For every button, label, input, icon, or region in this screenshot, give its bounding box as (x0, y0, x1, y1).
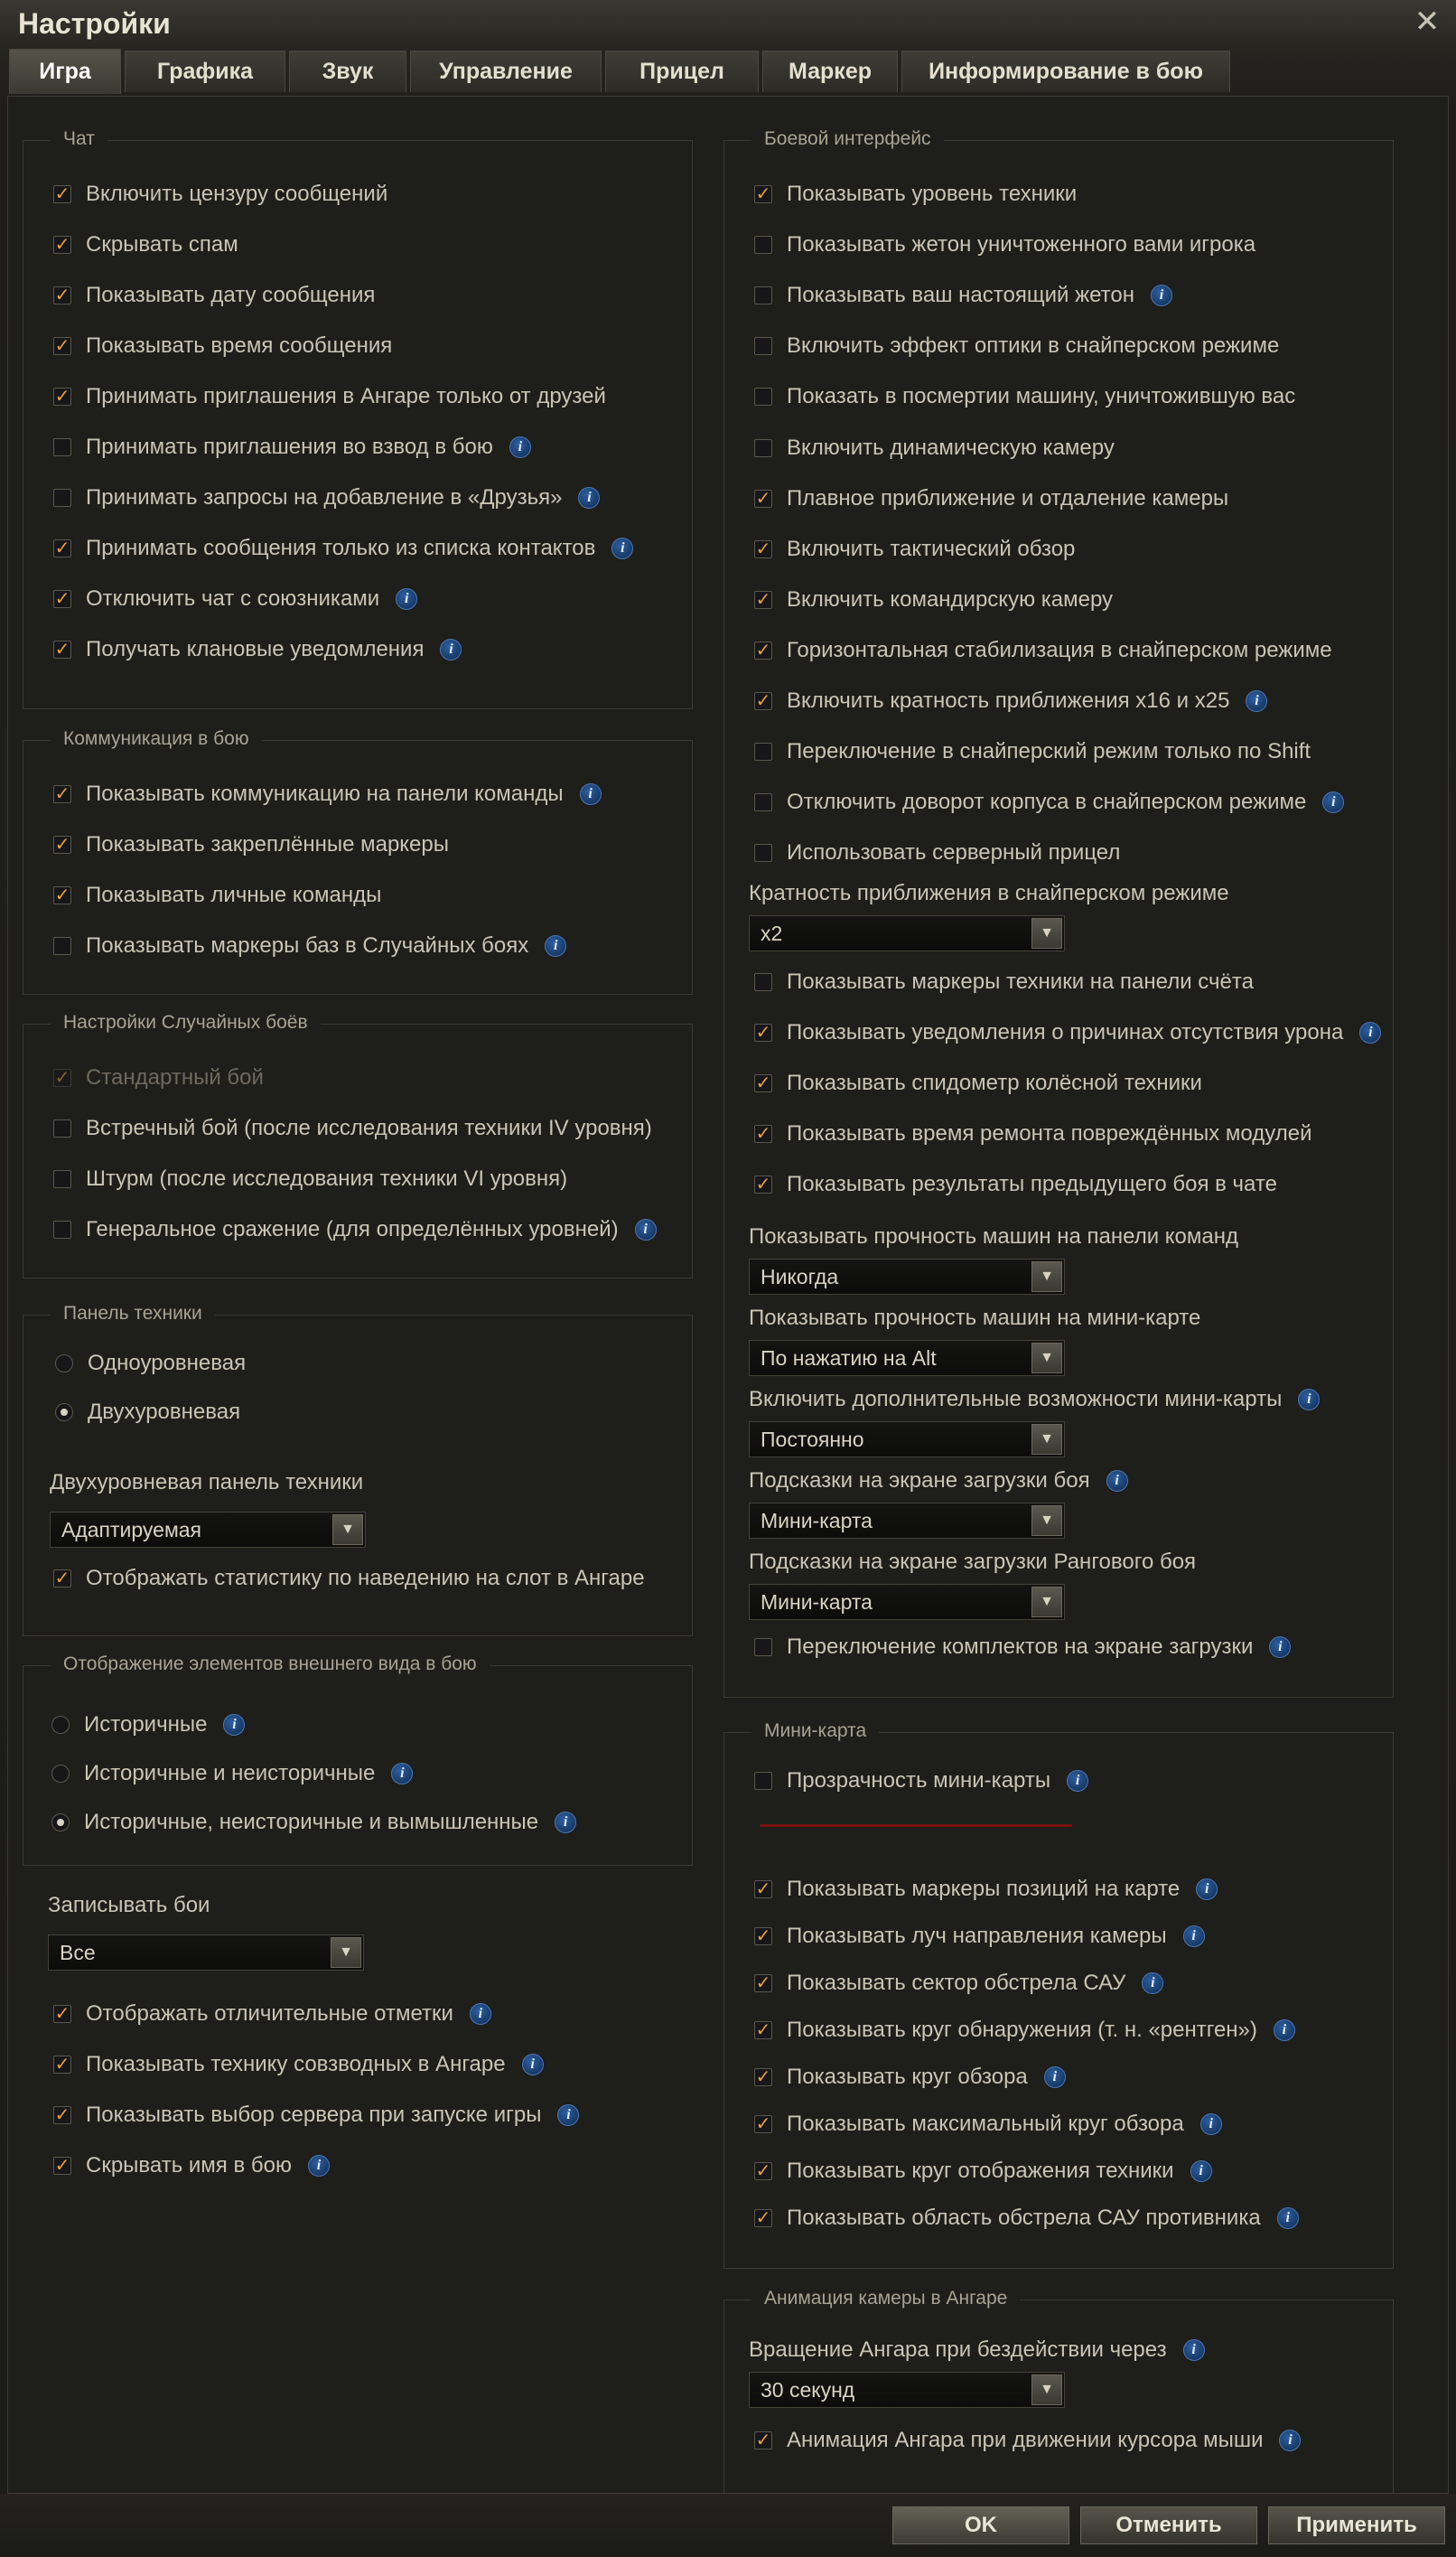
misc-option[interactable] (53, 2001, 491, 2027)
checkbox-label: Генеральное сражение (для определённых уровней) (86, 1217, 619, 1241)
checkbox-label: Показывать максимальный круг обзора (787, 2112, 1184, 2136)
record-battles-label (48, 1893, 210, 1918)
info-icon[interactable]: i (522, 2054, 544, 2075)
window-title: Настройки (18, 7, 171, 40)
battle-ui-select[interactable] (749, 1259, 1065, 1295)
tab-2[interactable]: Звук (289, 51, 406, 92)
minimap-option[interactable] (754, 1971, 1163, 1996)
checkbox-label: Показывать маркеры техники на панели счёта (787, 969, 1254, 994)
minimap-option[interactable] (754, 1924, 1205, 1949)
checkbox[interactable] (754, 388, 772, 406)
chat-option[interactable] (53, 232, 238, 258)
comm-option[interactable] (53, 782, 602, 807)
info-icon[interactable]: i (1200, 2113, 1222, 2135)
misc-option[interactable] (53, 2052, 544, 2077)
vehicle-panel-stats-option[interactable] (53, 1566, 645, 1591)
battle-ui-select-value: Никогда (761, 1264, 839, 1288)
checkbox[interactable] (754, 1772, 772, 1790)
checkbox-label: Показывать личные команды (86, 883, 382, 907)
titlebar (0, 0, 1456, 49)
group-title-vehicle-panel: Панель техники (51, 1303, 215, 1325)
info-icon[interactable]: i (1142, 1972, 1163, 1994)
battle-ui-option[interactable] (754, 638, 1332, 663)
radio-button[interactable] (51, 1813, 70, 1831)
checkbox-label: Стандартный бой (86, 1065, 264, 1090)
checkbox-label: Включить динамическую камеру (787, 435, 1115, 460)
group-title-hangar-camera: Анимация камеры в Ангаре (751, 2288, 1020, 2309)
random-battle-option[interactable] (53, 1166, 567, 1192)
checkbox[interactable] (53, 2005, 71, 2023)
battle-ui-option[interactable] (754, 486, 1228, 511)
checkbox-label: Отключить доворот корпуса в снайперском режиме (787, 790, 1307, 815)
checkbox[interactable] (754, 185, 772, 203)
checkbox-label: Включить эффект оптики в снайперском режиме (787, 333, 1280, 359)
checkbox-label: Скрывать имя в бою (86, 2153, 292, 2178)
checkbox[interactable] (754, 540, 772, 558)
checkbox[interactable] (53, 641, 71, 659)
vehicle-panel-select[interactable] (50, 1512, 366, 1548)
group-title-communication: Коммуникация в бою (51, 728, 262, 750)
vehicle-panel-select-label (50, 1470, 363, 1495)
battle-ui-option[interactable] (754, 1071, 1202, 1096)
checkbox[interactable] (53, 337, 71, 355)
hangar-rotate-label (749, 2337, 1205, 2363)
checkbox-label: Показывать круг обнаружения (т. н. «рентген») (787, 2018, 1257, 2042)
chat-option[interactable] (53, 283, 375, 308)
checkbox-label: Показывать круг отображения техники (787, 2159, 1174, 2183)
radio-button[interactable] (51, 1765, 70, 1783)
checkbox-label: Прозрачность мини-карты (787, 1768, 1051, 1793)
battle-ui-option[interactable] (754, 1634, 1291, 1660)
checkbox-label: Скрывать спам (86, 232, 238, 257)
cancel-button[interactable]: Отменить (1080, 2506, 1257, 2544)
checkbox-label: Показывать коммуникацию на панели команды (86, 782, 564, 806)
chevron-down-icon[interactable]: ▼ (1031, 1505, 1062, 1536)
group-title-appearance: Отображение элементов внешнего вида в бою (51, 1653, 490, 1675)
vehicle-panel-select-value: Адаптируемая (61, 1517, 202, 1541)
battle-ui-option[interactable] (754, 587, 1113, 613)
battle-ui-select-value: Мини-карта (761, 1508, 873, 1532)
chevron-down-icon[interactable]: ▼ (1031, 1424, 1062, 1455)
checkbox-label: Отображать отличительные отметки (86, 2001, 453, 2026)
chat-option[interactable] (53, 182, 387, 207)
battle-ui-select-label-text: Подсказки на экране загрузки боя (749, 1468, 1090, 1493)
checkbox-label: Включить кратность приближения x16 и x25 (787, 688, 1230, 713)
checkbox-label: Показывать технику совзводных в Ангаре (86, 2052, 506, 2076)
battle-ui-select-label-text: Показывать прочность машин на мини-карте (749, 1306, 1201, 1330)
group-title-minimap: Мини-карта (751, 1720, 879, 1742)
checkbox[interactable] (754, 1074, 772, 1092)
checkbox[interactable] (754, 1974, 772, 1992)
checkbox[interactable] (53, 785, 71, 803)
vehicle-panel-select-label-text: Двухуровневая панель техники (50, 1470, 364, 1494)
chat-option[interactable] (53, 333, 392, 359)
info-icon[interactable]: i (1044, 2066, 1066, 2088)
minimap-option[interactable] (754, 2112, 1222, 2137)
battle-ui-option[interactable] (754, 1020, 1381, 1045)
footer-bar (0, 2494, 1456, 2557)
random-battle-option[interactable] (53, 1065, 264, 1091)
battle-ui-option[interactable] (754, 333, 1279, 359)
info-icon[interactable]: i (1196, 1878, 1218, 1900)
checkbox[interactable] (754, 2021, 772, 2039)
checkbox[interactable] (754, 591, 772, 609)
checkbox[interactable] (754, 973, 772, 991)
battle-ui-option[interactable] (754, 790, 1344, 815)
checkbox[interactable] (754, 844, 772, 862)
minimap-transparency-option[interactable] (754, 1768, 1088, 1794)
zoom-select[interactable] (749, 915, 1065, 951)
checkbox[interactable] (53, 590, 71, 608)
checkbox[interactable] (53, 438, 71, 456)
close-icon[interactable]: ✕ (1414, 5, 1441, 39)
comm-option[interactable] (53, 933, 566, 959)
checkbox-label: Показывать ваш настоящий жетон (787, 283, 1134, 308)
checkbox[interactable] (53, 886, 71, 904)
checkbox-label: Показывать маркеры позиций на карте (787, 1877, 1181, 1901)
chevron-down-icon[interactable]: ▼ (1031, 2374, 1062, 2405)
tab-bar (9, 51, 1234, 94)
radio-button[interactable] (51, 1716, 70, 1734)
group-title-random-battles: Настройки Случайных боёв (51, 1012, 321, 1034)
info-icon[interactable]: i (1183, 2339, 1205, 2361)
radio-label: Историчные, неисторичные и вымышленные (84, 1810, 539, 1834)
battle-ui-select[interactable] (749, 1340, 1065, 1376)
checkbox-label: Отображать статистику по наведению на слот в Ангаре (86, 1566, 645, 1590)
checkbox[interactable] (754, 490, 772, 508)
checkbox[interactable] (754, 1125, 772, 1143)
apply-button[interactable]: Применить (1268, 2506, 1445, 2544)
checkbox-label: Получать клановые уведомления (86, 637, 425, 661)
info-icon[interactable]: i (1359, 1022, 1381, 1044)
checkbox[interactable] (754, 1175, 772, 1194)
battle-ui-option[interactable] (754, 537, 1075, 562)
checkbox-label: Показать в посмертии машину, уничтожившую вас (787, 384, 1296, 409)
tab-5[interactable]: Маркер (762, 51, 898, 92)
chat-option[interactable] (53, 384, 606, 409)
info-icon[interactable]: i (1269, 1636, 1291, 1658)
checkbox-label: Показывать дату сообщения (86, 283, 376, 307)
chat-option[interactable] (53, 586, 417, 612)
vehicle-panel-radio[interactable] (55, 1351, 246, 1376)
info-icon[interactable]: i (1277, 2207, 1299, 2229)
info-icon[interactable]: i (557, 2104, 579, 2126)
battle-ui-option[interactable] (754, 969, 1254, 995)
checkbox[interactable] (53, 539, 71, 557)
tab-0[interactable]: Игра (9, 49, 121, 94)
chevron-down-icon[interactable]: ▼ (1031, 1261, 1062, 1292)
checkbox-label: Показывать закреплённые маркеры (86, 832, 449, 857)
checkbox-label: Штурм (после исследования техники VI уровня) (86, 1166, 568, 1191)
checkbox-label: Принимать сообщения только из списка контактов (86, 536, 596, 560)
group-title-chat: Чат (51, 128, 107, 150)
battle-ui-select-label-text: Подсказки на экране загрузки Рангового боя (749, 1550, 1197, 1574)
checkbox-label: Показывать круг обзора (787, 2065, 1028, 2089)
radio-label: Одноуровневая (88, 1351, 247, 1375)
info-icon[interactable]: i (223, 1714, 245, 1736)
chat-option[interactable] (53, 637, 462, 662)
checkbox-label: Горизонтальная стабилизация в снайперском режиме (787, 637, 1332, 662)
checkbox-label: Включить командирскую камеру (787, 586, 1114, 612)
hangar-rotate-label-text: Вращение Ангара при бездействии через (749, 2337, 1167, 2362)
info-icon[interactable]: i (396, 588, 417, 610)
checkbox-label: Показывать сектор обстрела САУ (787, 1971, 1126, 1995)
checkbox-label: Показывать время ремонта повреждённых модулей (787, 1121, 1312, 1146)
info-icon[interactable]: i (635, 1219, 657, 1241)
info-icon[interactable]: i (308, 2155, 330, 2177)
battle-ui-option[interactable] (754, 688, 1267, 714)
minimap-option[interactable] (754, 2018, 1295, 2043)
checkbox-label: Включить тактический обзор (787, 536, 1076, 561)
record-battles-label-text: Записывать бои (48, 1893, 210, 1917)
battle-ui-option[interactable] (754, 283, 1172, 308)
chevron-down-icon[interactable]: ▼ (1031, 1587, 1062, 1617)
info-icon[interactable]: i (1183, 1925, 1205, 1947)
info-icon[interactable]: i (1322, 791, 1344, 813)
battle-ui-select-label (749, 1550, 1196, 1575)
info-icon[interactable]: i (611, 538, 633, 559)
ok-button[interactable]: OK (892, 2506, 1069, 2544)
checkbox-label: Переключение в снайперский режим только по Shift (787, 739, 1311, 764)
battle-ui-select-value: Постоянно (761, 1427, 864, 1451)
info-icon[interactable]: i (1067, 1770, 1088, 1792)
checkbox-label: Принимать приглашения в Ангаре только от друзей (86, 384, 606, 408)
info-icon[interactable]: i (1151, 285, 1172, 306)
checkbox[interactable] (754, 1880, 772, 1898)
zoom-label-text: Кратность приближения в снайперском режиме (749, 881, 1229, 905)
checkbox-label: Показывать уровень техники (787, 182, 1078, 206)
battle-ui-option[interactable] (754, 1121, 1311, 1147)
checkbox-label: Отключить чат с союзниками (86, 586, 380, 611)
checkbox-label: Показывать результаты предыдущего боя в чате (787, 1172, 1277, 1196)
checkbox-label: Анимация Ангара при движении курсора мыши (787, 2428, 1264, 2452)
minimap-option[interactable] (754, 2206, 1299, 2231)
checkbox-label: Показывать маркеры баз в Случайных боях (86, 933, 529, 958)
settings-content (7, 96, 1449, 2494)
checkbox-label: Показывать луч направления камеры (787, 1924, 1167, 1948)
checkbox-label: Показывать спидометр колёсной техники (787, 1071, 1202, 1095)
misc-option[interactable] (53, 2103, 579, 2128)
info-icon[interactable]: i (578, 487, 600, 509)
hangar-rotate-select-value: 30 секунд (761, 2377, 855, 2402)
group-minimap (723, 1720, 1394, 2269)
info-icon[interactable]: i (509, 436, 531, 458)
checkbox[interactable] (53, 836, 71, 854)
info-icon[interactable]: i (440, 639, 462, 660)
tab-1[interactable]: Графика (125, 51, 285, 92)
radio-label: Историчные и неисторичные (84, 1761, 376, 1785)
radio-label: Двухуровневая (88, 1400, 241, 1424)
battle-ui-option[interactable] (754, 1172, 1277, 1197)
checkbox[interactable] (53, 1119, 71, 1138)
minimap-option[interactable] (754, 2065, 1066, 2090)
battle-ui-select[interactable] (749, 1503, 1065, 1539)
tab-4[interactable]: Прицел (605, 51, 759, 92)
battle-ui-select-value: По нажатию на Alt (761, 1345, 937, 1370)
checkbox[interactable] (53, 185, 71, 203)
checkbox[interactable] (53, 937, 71, 955)
checkbox[interactable] (754, 439, 772, 457)
chevron-down-icon[interactable]: ▼ (331, 1937, 361, 1968)
checkbox[interactable] (53, 388, 71, 406)
info-icon[interactable]: i (391, 1763, 413, 1784)
battle-ui-select[interactable] (749, 1584, 1065, 1620)
appearance-radio[interactable] (51, 1761, 413, 1786)
zoom-label (749, 881, 1229, 906)
chevron-down-icon[interactable]: ▼ (1031, 1343, 1062, 1373)
battle-ui-select-label-text: Показывать прочность машин на панели команд (749, 1224, 1239, 1249)
battle-ui-option[interactable] (754, 182, 1077, 207)
checkbox[interactable] (53, 2157, 71, 2175)
chat-option[interactable] (53, 435, 531, 460)
radio-button[interactable] (55, 1354, 73, 1372)
battle-ui-option[interactable] (754, 384, 1295, 409)
hangar-animation-option[interactable] (754, 2428, 1301, 2453)
battle-ui-select-value: Мини-карта (761, 1589, 873, 1614)
info-icon[interactable]: i (555, 1812, 576, 1833)
checkbox-label: Показывать время сообщения (86, 333, 393, 358)
chat-option[interactable] (53, 536, 633, 561)
battle-ui-option[interactable] (754, 739, 1311, 764)
battle-ui-select-label (749, 1306, 1200, 1331)
battle-ui-option[interactable] (754, 840, 1120, 866)
checkbox-label: Показывать жетон уничтоженного вами игрока (787, 232, 1256, 258)
radio-button[interactable] (55, 1403, 73, 1421)
info-icon[interactable]: i (1246, 690, 1267, 712)
checkbox[interactable] (754, 1638, 772, 1656)
info-icon[interactable]: i (470, 2003, 491, 2025)
chevron-down-icon[interactable]: ▼ (1031, 918, 1062, 949)
radio-label: Историчные (84, 1712, 208, 1737)
battle-ui-option[interactable] (754, 436, 1115, 461)
group-chat (23, 128, 693, 709)
zoom-select-value: x2 (761, 921, 783, 945)
checkbox[interactable] (754, 1927, 772, 1945)
vehicle-panel-radio[interactable] (55, 1400, 240, 1425)
chat-option[interactable] (53, 485, 600, 510)
chevron-down-icon[interactable]: ▼ (332, 1514, 363, 1545)
appearance-radio[interactable] (51, 1712, 245, 1737)
checkbox[interactable] (754, 2162, 772, 2180)
battle-ui-select-label-text: Включить дополнительные возможности мини-карты (749, 1387, 1283, 1411)
checkbox[interactable] (754, 642, 772, 660)
checkbox[interactable] (53, 1170, 71, 1188)
info-icon[interactable]: i (1279, 2430, 1301, 2451)
info-icon[interactable]: i (580, 783, 602, 805)
info-icon[interactable]: i (545, 935, 566, 957)
checkbox[interactable] (754, 743, 772, 761)
checkbox[interactable] (754, 2209, 772, 2227)
checkbox[interactable] (53, 2106, 71, 2124)
checkbox[interactable] (754, 236, 772, 254)
checkbox[interactable] (53, 489, 71, 507)
checkbox[interactable] (53, 286, 71, 304)
checkbox[interactable] (754, 2431, 772, 2449)
checkbox-label: Показывать уведомления о причинах отсутствия урона (787, 1020, 1344, 1044)
minimap-option[interactable] (754, 1877, 1218, 1902)
info-icon[interactable]: i (1190, 2160, 1212, 2182)
checkbox[interactable] (53, 236, 71, 254)
battle-ui-select-label (749, 1387, 1320, 1412)
checkbox[interactable] (754, 2068, 772, 2086)
checkbox[interactable] (754, 2115, 772, 2133)
checkbox-label: Включить цензуру сообщений (86, 182, 388, 206)
battle-ui-select-label (749, 1468, 1128, 1494)
battle-ui-select[interactable] (749, 1421, 1065, 1457)
battle-ui-select-label (749, 1224, 1238, 1250)
record-battles-select[interactable] (48, 1934, 364, 1971)
checkbox-label: Показывать выбор сервера при запуске игры (86, 2103, 542, 2127)
checkbox[interactable] (754, 337, 772, 355)
checkbox-label: Переключение комплектов на экране загрузки (787, 1634, 1254, 1659)
random-battle-option[interactable] (53, 1116, 652, 1141)
checkbox[interactable] (754, 692, 772, 710)
misc-option[interactable] (53, 2153, 330, 2178)
info-icon[interactable]: i (1298, 1389, 1320, 1410)
comm-option[interactable] (53, 832, 449, 857)
random-battle-option[interactable] (53, 1217, 657, 1242)
checkbox-label: Принимать приглашения во взвод в бою (86, 435, 493, 459)
checkbox[interactable] (53, 1069, 71, 1087)
checkbox-label: Встречный бой (после исследования техники IV уровня) (86, 1116, 652, 1140)
appearance-radio[interactable] (51, 1810, 576, 1835)
comm-option[interactable] (53, 883, 381, 908)
checkbox[interactable] (53, 1569, 71, 1588)
info-icon[interactable]: i (1274, 2019, 1295, 2041)
record-battles-select-value: Все (60, 1940, 96, 1964)
minimap-option[interactable] (754, 2159, 1212, 2184)
hangar-rotate-select[interactable] (749, 2372, 1065, 2408)
group-title-battle-interface: Боевой интерфейс (751, 128, 944, 150)
checkbox[interactable] (754, 793, 772, 811)
tab-6[interactable]: Информирование в бою (901, 51, 1230, 92)
checkbox-label: Показывать область обстрела САУ противника (787, 2206, 1261, 2230)
battle-ui-option[interactable] (754, 232, 1255, 258)
checkbox[interactable] (53, 2056, 71, 2074)
info-icon[interactable]: i (1106, 1470, 1128, 1492)
checkbox[interactable] (754, 286, 772, 304)
minimap-transparency-slider[interactable] (760, 1824, 1072, 1827)
checkbox-label: Плавное приближение и отдаление камеры (787, 485, 1229, 510)
checkbox[interactable] (53, 1221, 71, 1239)
checkbox-label: Использовать серверный прицел (787, 840, 1121, 866)
tab-3[interactable]: Управление (410, 51, 602, 92)
checkbox-label: Принимать запросы на добавление в «Друзья» (86, 485, 563, 510)
checkbox[interactable] (754, 1024, 772, 1042)
